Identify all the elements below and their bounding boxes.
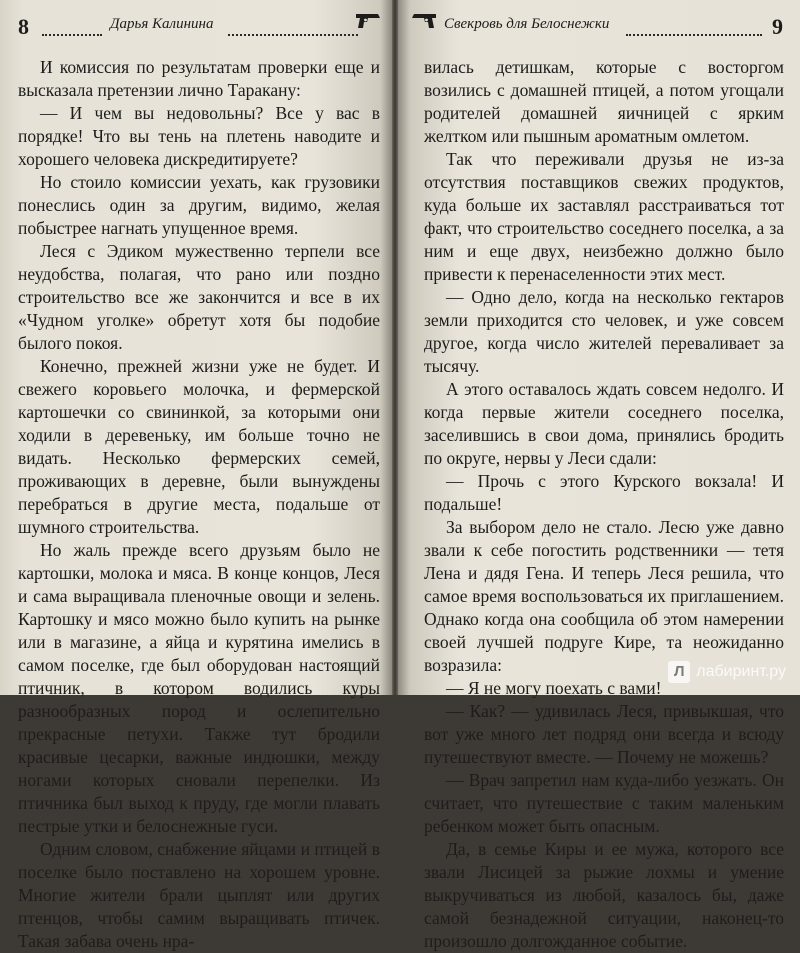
labirint-logo-icon: Л	[668, 661, 690, 683]
paragraph: Но жаль прежде всего друзьям было не картошки, молока и мяса. В конце концов, Леся и сама выращивала пленочные овощи и зелень. Картошку и мясо можно было купить на рынке или в магазине, а яйца и курятина имелись в самом поселке, где был оборудован настоящий птичник, в котором водились куры разнообразных пород и ослепительно прекрасные петухи. Также тут бродили красивые цесарки, важные индюшки, между ногами которых сновали перепелки. Из птичника был выход к пруду, где могли плавать пестрые утки и белоснежные гуси.	[18, 540, 380, 836]
watermark-text: лабиринт.ру	[696, 663, 786, 680]
right-page	[398, 0, 800, 951]
left-header-rule-1	[42, 34, 102, 36]
paragraph: Леся с Эдиком мужественно терпели все неудобства, полагая, что рано или поздно строительство все же закончится и все в их «Чудном уголке» обретут хотя бы подобие былого покоя.	[18, 241, 380, 353]
paragraph: вилась детишкам, которые с восторгом возились с домашней птицей, а потом угощали родителей домашней яичницей с ярким желтком или пышным ароматным омлетом.	[424, 57, 784, 146]
paragraph: Одним словом, снабжение яйцами и птицей в поселке было поставлено на хорошем уровне. Многие жители брали цыплят или других птенцов, чтобы самим выращивать птичек. Такая забава очень нра-	[18, 839, 380, 951]
left-page-body	[18, 56, 380, 953]
paragraph: За выбором дело не стало. Лесю уже давно звали к себе погостить родственники — тетя Лена и дядя Гена. И теперь Леся решила, что самое время воспользоваться их приглашением. Однако когда она сообщила об этом намерении своей лучшей подруге Кире, та неожиданно возразила:	[424, 517, 784, 675]
paragraph: — Как? — удивилась Леся, привыкшая, что вот уже много лет подряд они всегда и всюду путешествуют вместе. — Почему не можешь?	[424, 701, 784, 767]
left-page-number: 8	[18, 14, 29, 39]
paragraph: Но стоило комиссии уехать, как грузовики понеслись один за другим, видимо, желая побыстрее нагнать упущенное время.	[18, 172, 380, 238]
left-header-rule-2	[228, 34, 358, 36]
paragraph: — Одно дело, когда на несколько гектаров земли приходится сто человек, и уже совсем другое, когда число жителей переваливает за тысячу.	[424, 287, 784, 376]
paragraph: Так что переживали друзья не из-за отсутствия поставщиков свежих продуктов, куда больше их заставлял расстраиваться тот факт, что строительство соседнего поселка, а за ним и еще двух, неизбежно должно было привести к перенаселенности этих мест.	[424, 149, 784, 284]
right-running-header	[410, 14, 788, 44]
left-page	[0, 0, 392, 951]
pistol-icon	[410, 10, 438, 32]
right-page-body	[424, 56, 784, 953]
right-header-rule	[626, 34, 762, 36]
paragraph: — И чем вы недовольны? Все у вас в порядке! Что вы тень на плетень наводите и хорошего человека дискредитируете?	[18, 103, 380, 169]
paragraph: — Врач запретил нам куда-либо уезжать. Он считает, что путешествие с таким маленьким ребенком может быть опасным.	[424, 770, 784, 836]
pistol-icon	[354, 10, 382, 32]
paragraph: Конечно, прежней жизни уже не будет. И свежего коровьего молочка, и фермерской картошечки со свининкой, за которыми они ходили в деревеньку, им больше точно не видать. Несколько фермерских семей, проживающих в деревне, были вынуждены перебраться в другие места, подальше от шумного строительства.	[18, 356, 380, 537]
labirint-watermark	[668, 661, 786, 683]
right-page-number: 9	[772, 14, 783, 39]
paragraph: А этого оставалось ждать совсем недолго. И когда первые жители соседнего поселка, заселившись в свои дома, принялись бродить по округе, нервы у Леси сдали:	[424, 379, 784, 468]
left-running-head-author: Дарья Калинина	[110, 16, 214, 32]
paragraph: — Прочь с этого Курского вокзала! И подальше!	[424, 471, 784, 514]
right-running-head-title: Свекровь для Белоснежки	[444, 16, 610, 32]
paragraph: И комиссия по результатам проверки еще и высказала претензии лично Таракану:	[18, 57, 380, 100]
paragraph: Да, в семье Киры и ее мужа, которого все звали Лисицей за рыжие лохмы и умение выкручиваться из любой, казалось бы, даже самой безнадежной ситуации, наконец-то произошло долгожданное событие.	[424, 839, 784, 951]
paragraph: — Я не могу поехать с вами!	[446, 678, 662, 698]
left-running-header	[18, 14, 380, 44]
